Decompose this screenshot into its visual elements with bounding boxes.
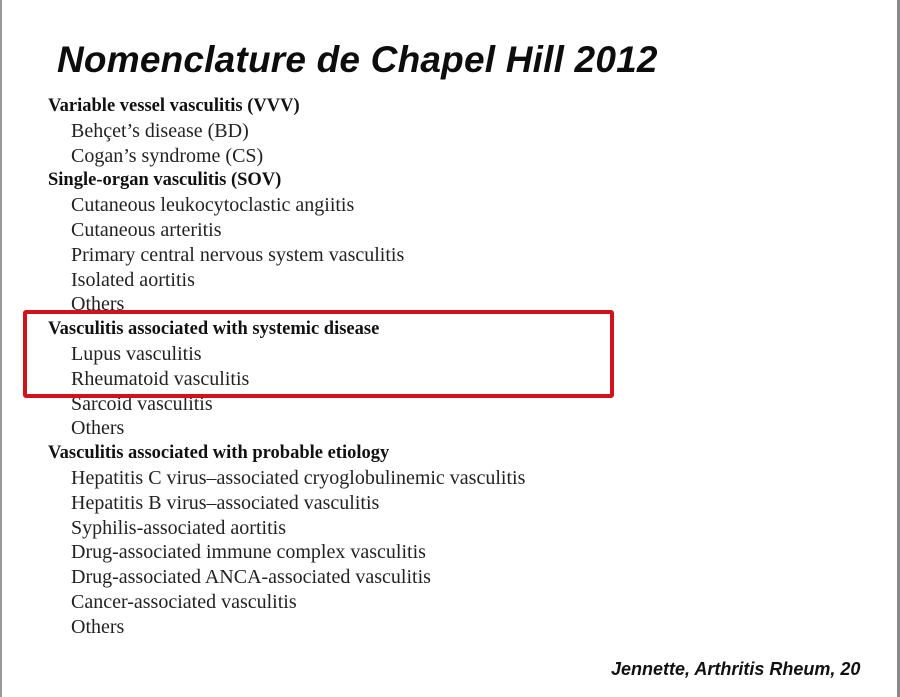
list-item: Cutaneous arteritis [71,218,222,241]
citation: Jennette, Arthritis Rheum, 20 [611,659,861,679]
category-heading: Vasculitis associated with probable etiology [48,443,390,464]
list-item: Others [71,615,125,638]
category-heading: Variable vessel vasculitis (VVV) [48,96,300,116]
list-item: Hepatitis B virus–associated vasculitis [71,491,380,514]
list-item: Others [71,293,125,316]
list-item: Rheumatoid vasculitis [71,367,250,390]
list-item: Isolated aortitis [71,268,195,291]
highlight-box [23,310,614,398]
slide-left-edge [0,0,2,697]
list-item: Cancer-associated vasculitis [71,590,297,613]
list-item: Sarcoid vasculitis [71,392,213,415]
list-item: Cogan’s syndrome (CS) [71,144,264,167]
list-item: Hepatitis C virus–associated cryoglobulinemic vasculitis [71,466,526,489]
list-item: Behçet’s disease (BD) [71,119,249,142]
category-heading: Vasculitis associated with systemic disease [48,319,380,340]
list-item: Primary central nervous system vasculitis [71,243,405,266]
list-item: Drug-associated ANCA-associated vasculitis [71,566,431,589]
list-item: Cutaneous leukocytoclastic angiitis [71,194,355,217]
list-item: Drug-associated immune complex vasculitis [71,541,426,564]
list-item: Others [71,417,125,440]
slide-title: Nomenclature de Chapel Hill 2012 [57,38,658,80]
list-item: Lupus vasculitis [71,342,202,365]
list-item: Syphilis-associated aortitis [71,516,286,539]
category-heading: Single-organ vasculitis (SOV) [48,170,282,191]
